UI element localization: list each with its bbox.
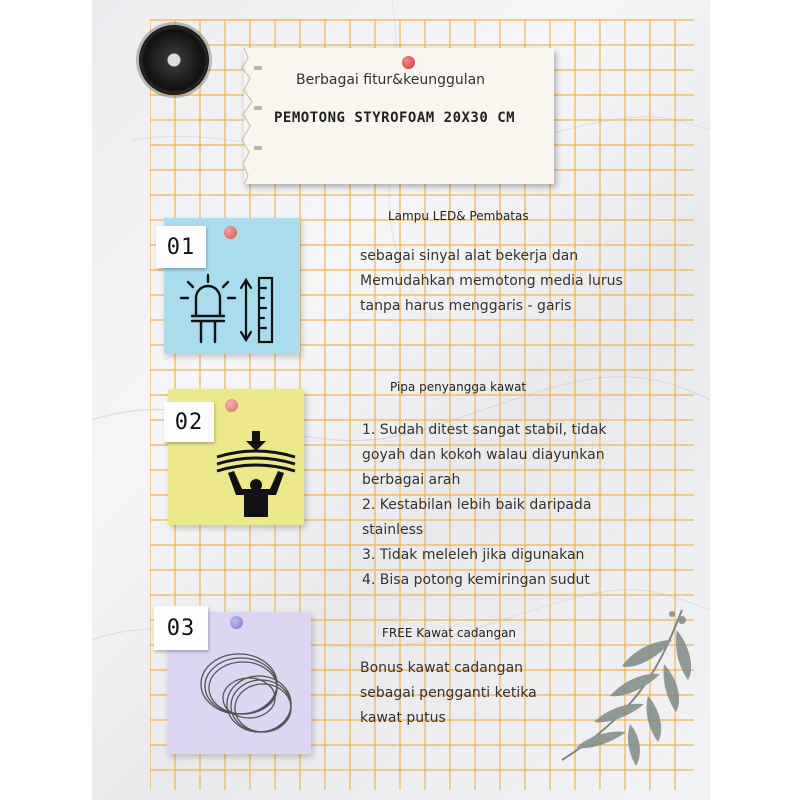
feature-01-heading: Lampu LED& Pembatas xyxy=(388,209,529,223)
feature-02-line: stainless xyxy=(362,522,424,538)
leaf-branch-icon xyxy=(532,600,692,770)
led-lamp-icon xyxy=(178,272,238,352)
feature-01-line: Memudahkan memotong media lurus xyxy=(360,273,623,289)
person-lifting-weight-icon xyxy=(214,429,298,529)
feature-03-heading: FREE Kawat cadangan xyxy=(382,626,517,640)
title-line2: PEMOTONG STYROFOAM 20X30 CM xyxy=(274,110,516,126)
feature-03-text xyxy=(360,656,537,731)
feature-03-line: Bonus kawat cadangan xyxy=(360,660,524,676)
title-line1: Berbagai fitur&keunggulan xyxy=(296,72,486,88)
feature-01-line: tanpa harus menggaris - garis xyxy=(360,298,572,314)
feature-03-number: 03 xyxy=(154,606,208,650)
title-card xyxy=(244,48,554,184)
feature-03-line: sebagai pengganti ketika xyxy=(360,685,537,701)
feature-03-line: kawat putus xyxy=(360,710,446,726)
feature-02-text xyxy=(362,418,607,593)
flyer-page xyxy=(92,0,710,800)
title-pin-icon xyxy=(402,56,415,69)
feature-02-line: 1. Sudah ditest sangat stabil, tidak xyxy=(362,422,607,438)
feature-01-text xyxy=(360,244,623,319)
feature-02-number: 02 xyxy=(164,402,214,442)
feature-01-line: sebagai sinyal alat bekerja dan xyxy=(360,248,579,264)
feature-02-line: berbagai arah xyxy=(362,472,461,488)
feature-02-pin-icon xyxy=(225,399,238,412)
feature-02-heading: Pipa penyangga kawat xyxy=(390,380,527,394)
ruler-icon xyxy=(238,276,288,356)
feature-02-line: 3. Tidak meleleh jika digunakan xyxy=(362,547,585,563)
ripped-edge-icon xyxy=(238,48,264,184)
feature-02-line: goyah dan kokoh walau diayunkan xyxy=(362,447,605,463)
feature-02-line: 4. Bisa potong kemiringan sudut xyxy=(362,572,590,588)
vinyl-record-icon xyxy=(139,25,209,95)
feature-03-pin-icon xyxy=(230,616,243,629)
feature-01-number: 01 xyxy=(156,226,206,268)
wire-coil-icon xyxy=(195,646,305,746)
feature-02-line: 2. Kestabilan lebih baik daripada xyxy=(362,497,592,513)
feature-01-pin-icon xyxy=(224,226,237,239)
